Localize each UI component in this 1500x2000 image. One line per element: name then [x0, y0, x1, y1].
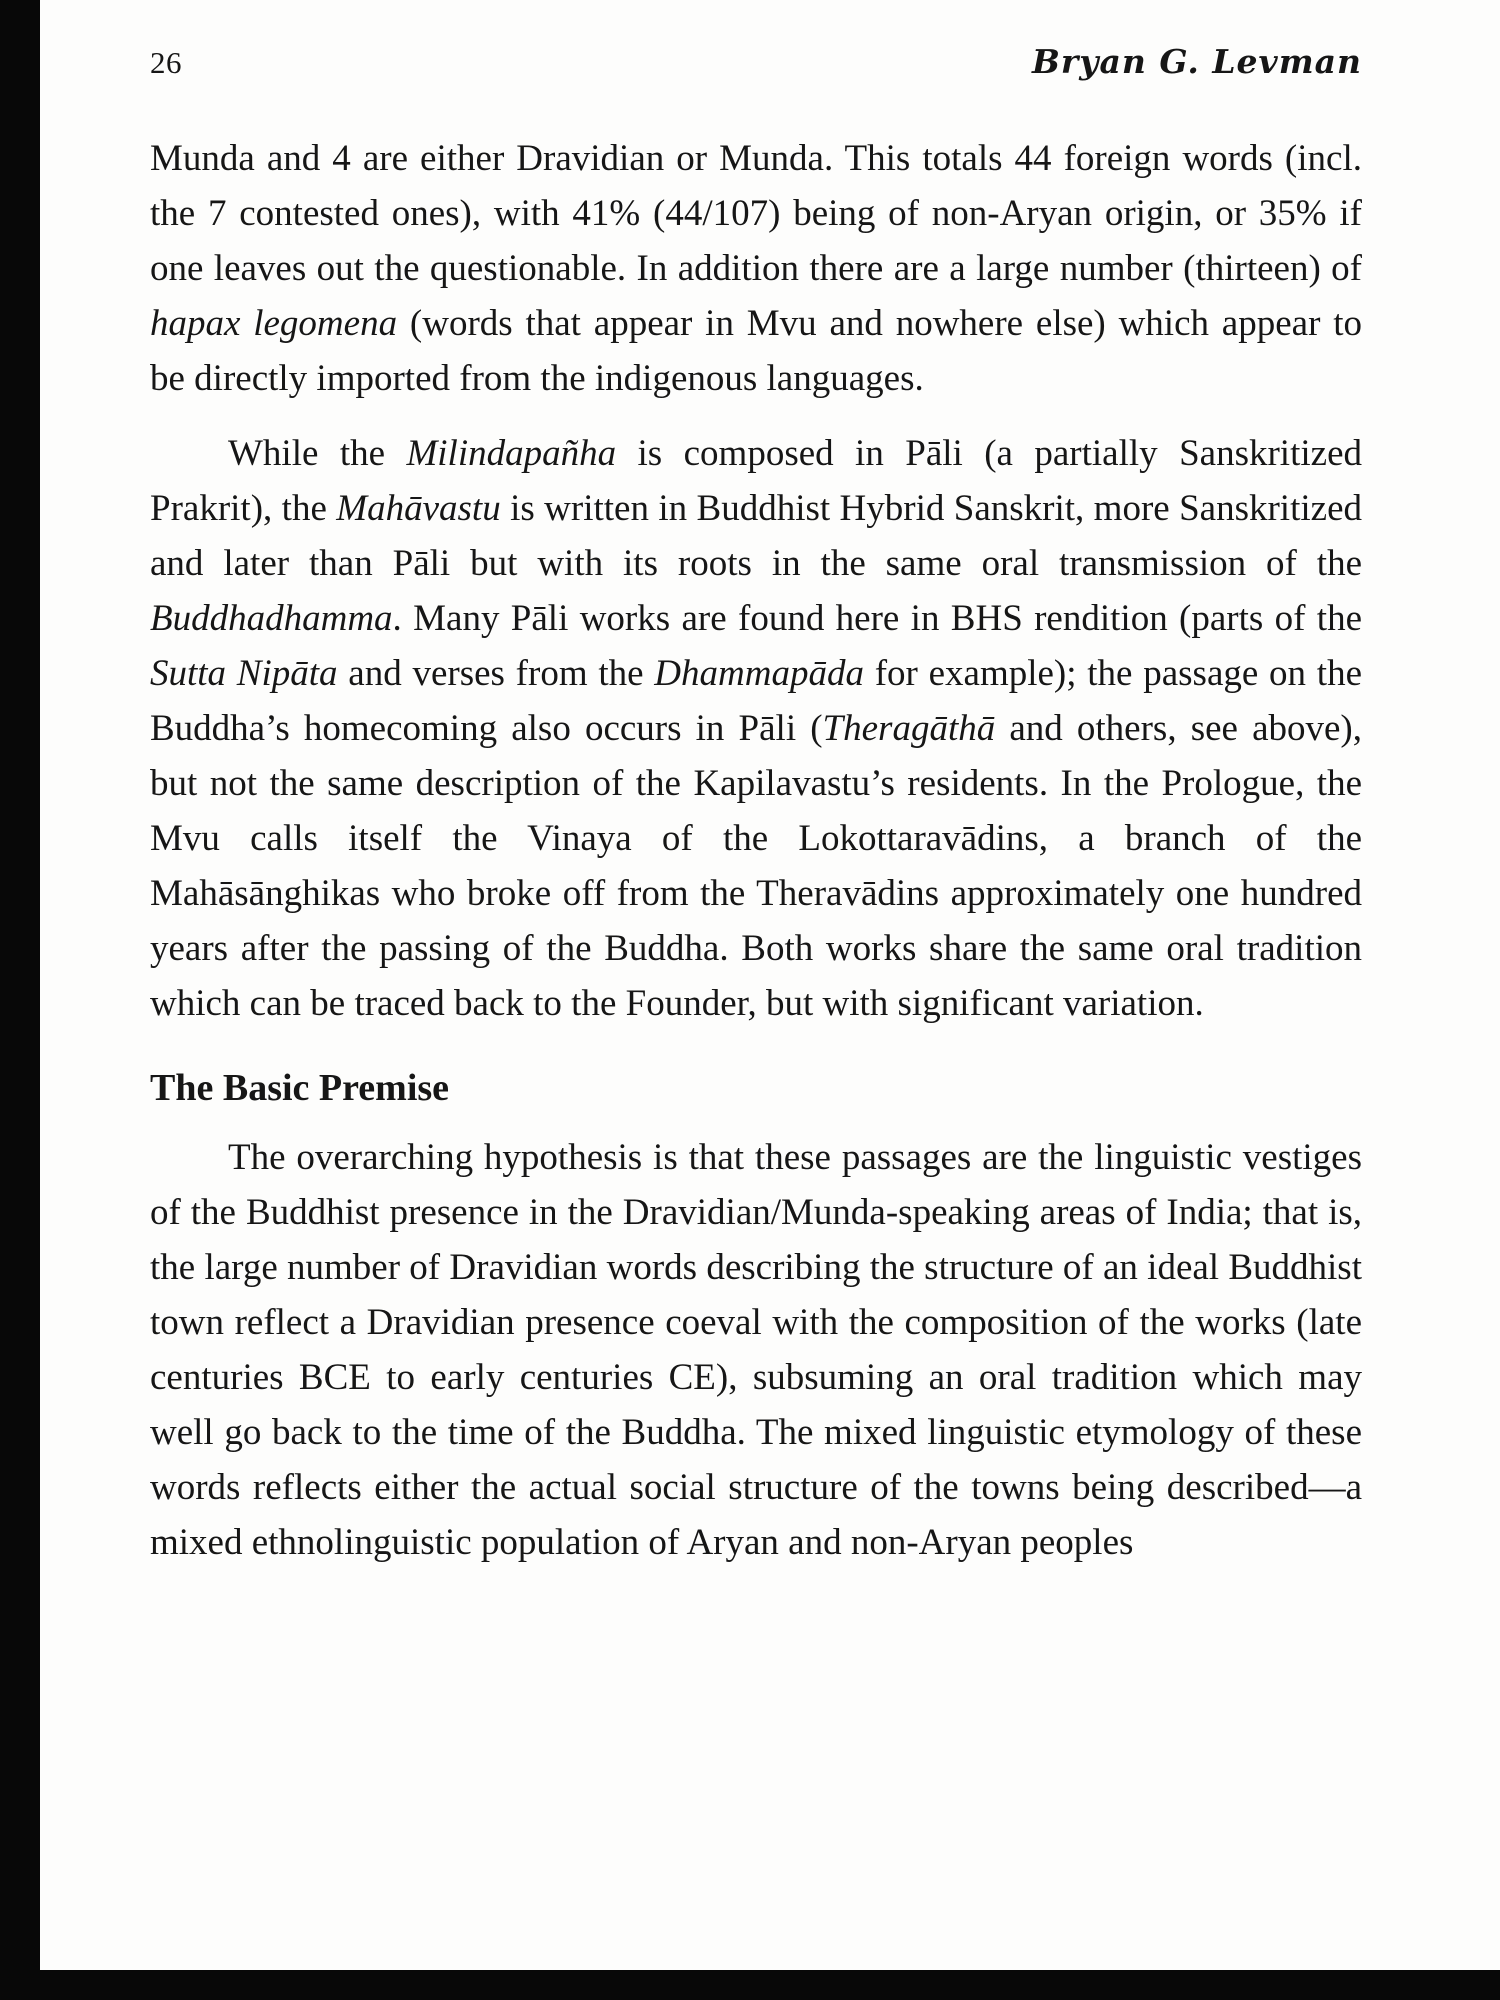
- page-number: 26: [150, 45, 182, 80]
- page-content: [150, 42, 1362, 1590]
- body-paragraph: While the Milindapañha is composed in Pāli (a partially Sanskritized Prakrit), the Mahāvastu is written in Buddhist Hybrid Sanskrit, more Sanskritized and later than Pāli but with its roots in the same oral transmission of the Buddhadhamma. Many Pāli works are found here in BHS rendition (parts of the Sutta Nipāta and verses from the Dhammapāda for example); the passage on the Buddha’s homecoming also occurs in Pāli (Theragāthā and others, see above), but not the same description of the Kapilavastu’s residents. In the Prologue, the Mvu calls itself the Vinaya of the Lokottaravādins, a branch of the Mahāsānghikas who broke off from the Theravādins approximately one hundred years after the passing of the Buddha. Both works share the same oral tradition which can be traced back to the Founder, but with significant variation.: [150, 433, 1362, 1024]
- scan-edge-left: [0, 0, 40, 2000]
- section-heading: The Basic Premise: [150, 1067, 450, 1109]
- scan-edge-bottom: [0, 1970, 1500, 2000]
- running-head-author: Bryan G. Levman: [1032, 42, 1362, 81]
- page-header: [150, 42, 1362, 81]
- body-paragraph: Munda and 4 are either Dravidian or Munda. This totals 44 foreign words (incl. the 7 contested ones), with 41% (44/107) being of non-Aryan origin, or 35% if one leaves out the questionable. In addition there are a large number (thirteen) of hapax legomena (words that appear in Mvu and nowhere else) which appear to be directly imported from the indigenous languages.: [150, 138, 1362, 399]
- page-body: [150, 131, 1362, 1570]
- body-paragraph: The overarching hypothesis is that these passages are the linguistic vestiges of the Buddhist presence in the Dravidian/Munda-speaking areas of India; that is, the large number of Dravidian words describing the structure of an ideal Buddhist town reflect a Dravidian presence coeval with the composition of the works (late centuries BCE to early centuries CE), subsuming an oral tradition which may well go back to the time of the Buddha. The mixed linguistic etymology of these words reflects either the actual social structure of the towns being described—a mixed ethnolinguistic population of Aryan and non-Aryan peoples: [150, 1137, 1362, 1563]
